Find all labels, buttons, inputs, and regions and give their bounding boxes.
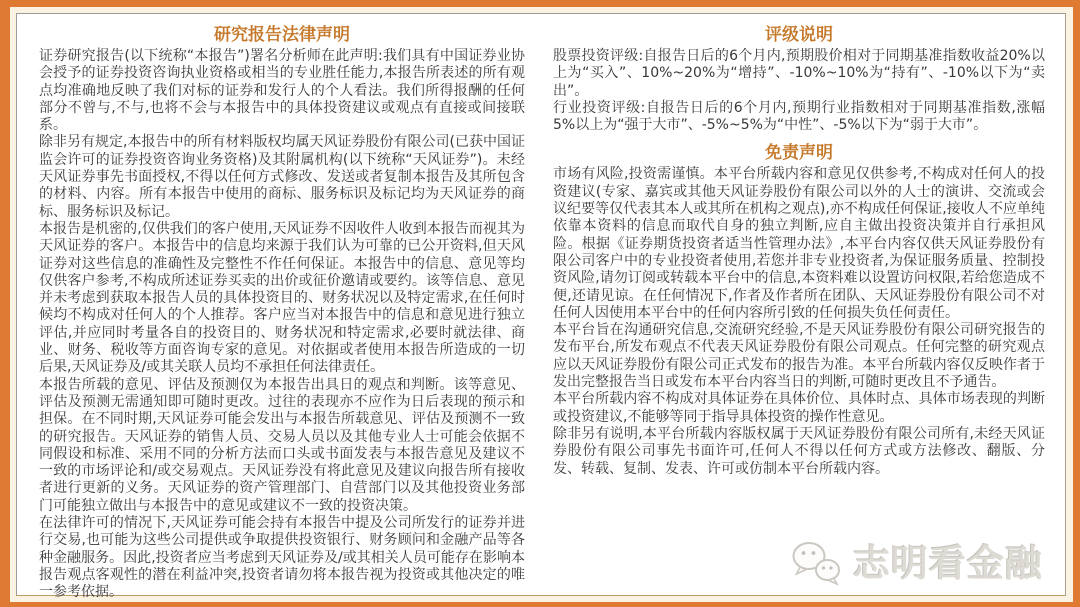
stock-rating-paragraph: 股票投资评级:自报告日后的6个月内,预期股价相对于同期基准指数收益20%以上为“买入”、10%~20%为“增持”、-10%~10%为“持有”、-10%以下为“卖出”。 — [553, 48, 1045, 99]
legal-statement-column — [39, 25, 525, 601]
disclaimer-paragraph: 本平台旨在沟通研究信息,交流研究经验,不是天风证券股份有限公司研究报告的发布平台,所发布观点不代表天风证券股份有限公司观点。任何完整的研究观点应以天风证券股份有限公司正式发布的报告为准。本平台所载内容仅反映作者于发出完整报告当日或发布本平台内容当日的判断,可随时更改且不予通告。 — [553, 322, 1045, 391]
industry-rating-paragraph: 行业投资评级:自报告日后的6个月内,预期行业指数相对于同期基准指数,涨幅5%以上为“强于大市”、-5%~5%为“中性”、-5%以下为“弱于大市”。 — [553, 99, 1045, 134]
rating-disclaimer-column — [553, 25, 1045, 587]
disclaimer-paragraph: 市场有风险,投资需谨慎。本平台所载内容和意见仅供参考,不构成对任何人的投资建议(专家、嘉宾或其他天风证券股份有限公司以外的人士的演讲、交流或会议纪要等仅代表其本人或其所在机构之观点),亦不构成任何保证,接收人不应单纯依靠本资料的信息而取代自身的独立判断,应自主做出投资决策并自行承担风险。根据《证券期货投资者适当性管理办法》,本平台内容仅供天风证券股份有限公司客户中的专业投资者使用,若您并非专业投资者,为保证服务质量、控制投资风险,请勿订阅或转载本平台中的信息,本资料难以设置访问权限,若给您造成不便,还请见谅。在任何情况下,作者及作者所在团队、天风证券股份有限公司不对任何人因使用本平台中的任何内容所引致的任何损失负任何责任。 — [553, 166, 1045, 321]
legal-statement-paragraph: 本报告是机密的,仅供我们的客户使用,天风证券不因收件人收到本报告而视其为天风证券的客户。本报告中的信息均来源于我们认为可靠的已公开资料,但天风证券对这些信息的准确性及完整性不作任何保证。本报告中的信息、意见等均仅供客户参考,不构成所述证券买卖的出价或征价邀请或要约。该等信息、意见并未考虑到获取本报告人员的具体投资目的、财务状况以及特定需求,在任何时候均不构成对任何人的个人推荐。客户应当对本报告中的信息和意见进行独立评估,并应同时考量各自的投资目的、财务状况和特定需求,必要时就法律、商业、财务、税收等方面咨询专家的意见。对依据或者使用本报告所造成的一切后果,天风证券及/或其关联人员均不承担任何法律责任。 — [39, 220, 525, 376]
legal-statement-paragraph: 本报告所载的意见、评估及预测仅为本报告出具日的观点和判断。该等意见、评估及预测无需通知即可随时更改。过往的表现亦不应作为日后表现的预示和担保。在不同时期,天风证券可能会发出与本报告所载意见、评估及预测不一致的研究报告。天风证券的销售人员、交易人员以及其他专业人士可能会依据不同假设和标准、采用不同的分析方法而口头或书面发表与本报告意见及建议不一致的市场评论和/或交易观点。天风证券没有将此意见及建议向报告所有接收者进行更新的义务。天风证券的资产管理部门、自营部门以及其他投资业务部门可能独立做出与本报告中的意见或建议不一致的投资决策。 — [39, 376, 525, 514]
disclaimer-paragraph: 本平台所载内容不构成对具体证券在具体价位、具体时点、具体市场表现的判断或投资建议,不能够等同于指导具体投资的操作性意见。 — [553, 391, 1045, 425]
legal-statement-heading: 研究报告法律声明 — [214, 25, 350, 45]
legal-statement-paragraph: 除非另有规定,本报告中的所有材料版权均属天风证券股份有限公司(已获中国证监会许可的证券投资咨询业务资格)及其附属机构(以下统称“天风证券”)。未经天风证券事先书面授权,不得以任何方式修改、发送或者复制本报告及其所包含的材料、内容。所有本报告中使用的商标、服务标识及标记均为天风证券的商标、服务标识及标记。 — [39, 134, 525, 220]
inner-frame — [16, 13, 1066, 601]
disclaimer-section-heading: 免责声明 — [765, 143, 833, 164]
rating-section-heading: 评级说明 — [765, 25, 833, 45]
brand-logo — [788, 539, 1043, 587]
brand-name-text: 志明看金融 — [853, 541, 1043, 585]
legal-statement-paragraph: 证券研究报告(以下统称“本报告”)署名分析师在此声明:我们具有中国证券业协会授予的证券投资咨询执业资格或相当的专业胜任能力,本报告所表述的所有观点均准确地反映了我们对标的证券和发行人的个人看法。我们所得报酬的任何部分不曾与,不与,也将不会与本报告中的具体投资建议或观点有直接或间接联系。 — [39, 48, 525, 134]
disclaimer-paragraph: 除非另有说明,本平台所载内容版权属于天风证券股份有限公司所有,未经天风证券股份有限公司事先书面许可,任何人不得以任何方式或方法修改、翻版、分发、转载、复制、发表、许可或仿制本平台所载内容。 — [553, 425, 1045, 477]
legal-statement-paragraph: 在法律许可的情况下,天风证券可能会持有本报告中提及公司所发行的证券并进行交易,也可能为这些公司提供或争取提供投资银行、财务顾问和金融产品等各种金融服务。因此,投资者应当考虑到天风证券及/或其相关人员可能存在影响本报告观点客观性的潜在利益冲突,投资者请勿将本报告视为投资或其他决定的唯一参考依据。 — [39, 515, 525, 601]
page-content — [17, 14, 1065, 601]
wechat-icon — [788, 539, 844, 587]
